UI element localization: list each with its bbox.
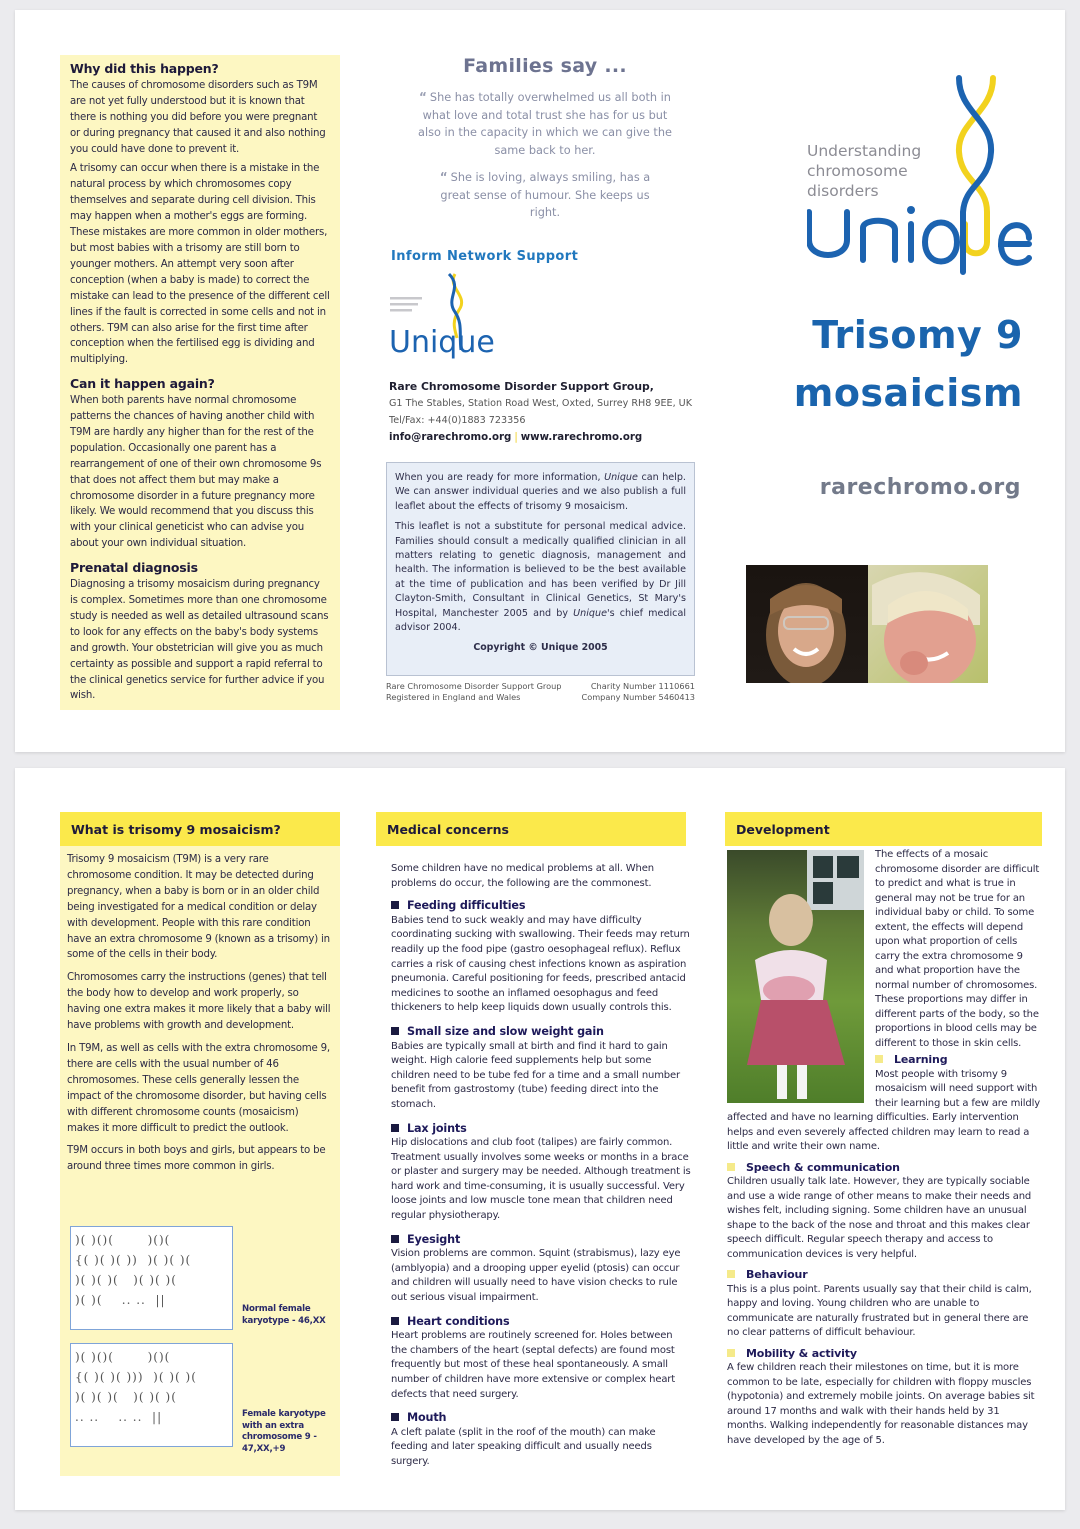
- medical-item-growth: Small size and slow weight gain Babies are typically small at birth and find it hard to gain weight. High calorie feed supplements help but some children need to be tube fed for a time and a small number benefit from gastrostomy (tube) feeding direct into the stomach.: [391, 1024, 680, 1110]
- karyotype-caption-trisomy: Female karyotype with an extra chromosome 9 - 47,XX,+9: [242, 1409, 326, 1454]
- tagline: Inform Network Support: [391, 249, 579, 264]
- quote-text: She has totally overwhelmed us all both in what love and total trust she has for us but also in the capacity in which we can give the same back to her.: [418, 91, 672, 157]
- photo-laughing-child: [868, 565, 988, 683]
- photo-girl-bridesmaid: [727, 850, 864, 1103]
- paragraph: The causes of chromosome disorders such as T9M are not yet fully understood but it is known that there is nothing you did before you were pregnant or during pregnancy that caused it and also nothing you could have done to prevent it.: [70, 79, 326, 155]
- square-bullet-icon: [391, 1413, 399, 1421]
- contact-block: [389, 378, 709, 446]
- heading-prenatal: Prenatal diagnosis: [70, 560, 198, 576]
- paragraph: T9M occurs in both boys and girls, but appears to be around three times more common in girls.: [67, 1145, 326, 1173]
- logo-subtitle-2: chromosome: [807, 162, 908, 180]
- unique-logo-small: [389, 272, 499, 364]
- square-bullet-icon: [727, 1349, 735, 1357]
- letter-n: [863, 221, 895, 260]
- section-header-development: Development: [725, 812, 1042, 846]
- unique-wordmark-small: Unique: [389, 325, 495, 360]
- square-bullet-icon: [391, 901, 399, 909]
- paragraph: Trisomy 9 mosaicism (T9M) is a very rare chromosome condition. It may be detected during pregnancy, when a baby is born or in an older child being investigated for a medical condition or delay with development. People with this rare condition have an extra chromosome 9 (known as a trisomy) in some of the cells in their body.: [67, 854, 330, 961]
- info-paragraph: When you are ready for more information, Unique can help. We can answer individual queries and we also publish a full leaflet about the effects of trisomy 9 mosaicism.: [395, 472, 686, 512]
- square-bullet-icon: [391, 1027, 399, 1035]
- medical-item-heart: Heart conditions Heart problems are routinely screened for. Holes between the chambers of the heart (septal defects) are found most frequently but most of these heal spontaneously. A small number of children have more extensive or complex heart defects that need surgery.: [391, 1314, 676, 1400]
- medical-item-feeding: Feeding difficulties Babies tend to suck weakly and may have difficulty coordinating sucking with swallowing. Their feeds may return readily up the food pipe (gastro oesophageal reflux). Reflux carries a risk of causing chest infections known as aspiration pneumonia. Careful positioning for feeds, prescribed antacid medicines to soothe an inflamed oesophagus and feed thickeners to help keep liquids down usually controls this.: [391, 899, 690, 1014]
- subtitle-lines: [390, 297, 422, 312]
- title-line-2: mosaicism: [793, 371, 1023, 415]
- medical-intro: Some children have no medical problems at all. When problems do occur, the following are the commonest.: [391, 863, 654, 889]
- copyright: Copyright © Unique 2005: [473, 642, 608, 654]
- heading-happen-again: Can it happen again?: [70, 376, 215, 392]
- paragraph: Diagnosing a trisomy mosaicism during pregnancy is complex. Sometimes more than one chromosome study is needed as well as detailed ultrasound scans to look for any effects on the baby's body systems and growth. Your obstetrician will give you as much certainty as possible and support a rapid referral to the clinical genetics service for further advice if you wish.: [70, 579, 329, 702]
- square-bullet-icon: [727, 1163, 735, 1171]
- development-item-learning: Learning Most people with trisomy 9 mosaicism will need support with their learning but a few are mildly affected and have no learning difficulties. Early intervention helps and even severely affected children may learn to read a little and write their own name.: [727, 1053, 1041, 1152]
- square-bullet-icon: [391, 1124, 399, 1132]
- section-header-what-is: What is trisomy 9 mosaicism?: [60, 812, 340, 846]
- address: G1 The Stables, Station Road West, Oxted, Surrey RH8 9EE, UK: [389, 398, 692, 409]
- development-item-speech: Speech & communication Children usually talk late. However, they are typically sociable and use a wide range of other means to make their needs and wishes felt, including signing. Some children have an unusual shape to the back of the nose and throat and this makes clear speech difficult. Regular speech therapy and access to communication devices is very helpful.: [727, 1160, 1032, 1260]
- development-item-behaviour: Behaviour This is a plus point. Parents usually say that their child is calm, happy and loving. Young children who are unable to communicate are naturally frustrated but in general there are no clear patterns of difficult behaviour.: [727, 1268, 1032, 1338]
- square-bullet-icon: [391, 1235, 399, 1243]
- leaflet-title: [794, 306, 1023, 422]
- letter-U: [809, 212, 847, 255]
- letter-e: [1001, 225, 1029, 263]
- families-say-section: [390, 55, 700, 232]
- paragraph: A trisomy can occur when there is a mistake in the natural process by which chromosomes copy themselves and separate during cell division. This may happen when a mother's eggs are forming. These mistakes are more common in older mothers, but most babies with a trisomy are still born to younger mothers. An attempt very soon after conception (when a baby is made) to correct the mistake can lead to the presence of the different cell lines if the fault is corrected in some cells and not in others. T9M can also arise for the first time after conception when the fertilised egg is dividing and multiplying.: [70, 163, 330, 366]
- karyotype-image-trisomy: )( )()( )()( {( )( )( ))) )( )( )( )( )( )( )( )( )( .. .. .. .. ||: [70, 1343, 233, 1447]
- quote-mark-icon: “: [419, 90, 427, 104]
- quote-mark-icon: “: [439, 170, 448, 184]
- development-intro: The effects of a mosaic chromosome disorder are difficult to predict and what is true in general may not be true for an individual baby or child. To some extent, the effects will depend upon what proportion of cells carry the extra chromosome 9 and what proportion have the normal number of chromosomes. These proportions may differ in different parts of the body, so the proportions in blood cells may be different to those in skin cells.: [875, 849, 1040, 1049]
- families-heading: Families say ...: [463, 55, 627, 77]
- letter-q: [925, 223, 957, 262]
- quote-text: She is loving, always smiling, has a great sense of humour. She keeps us right.: [440, 171, 651, 219]
- development-column: [727, 848, 1042, 1454]
- separator: |: [514, 432, 518, 443]
- footnote-left: Rare Chromosome Disorder Support Group Registered in England and Wales: [386, 681, 562, 702]
- paragraph: When both parents have normal chromosome patterns the chances of having another child with T9M are hardly any higher than for the rest of the population. Occasionally one parent has a rearrangement of one of their own chromosome 9s that does not affect them but may make a chromosome disorder in a future pregnancy more likely. We would recommend that you discuss this with your clinical geneticist who can advise you about your own individual situation.: [70, 395, 322, 550]
- unique-logo: [807, 72, 1032, 280]
- medical-item-eyesight: Eyesight Vision problems are common. Squint (strabismus), lazy eye (amblyopia) and a drooping upper eyelid (ptosis) can occur and children will usually need to have vision checks to rule out serious visual impairment.: [391, 1232, 681, 1304]
- logo-subtitle-1: Understanding: [807, 142, 922, 160]
- medical-concerns-column: [391, 862, 691, 1479]
- title-line-1: Trisomy 9: [812, 313, 1023, 357]
- medical-item-joints: Lax joints Hip dislocations and club foot (talipes) are fairly common. Treatment usually involves some weeks or months in a brace or plaster and surgery may be needed. Although treatment is hard work and time-consuming, it is usually successful. Very loose joints and low muscle tone mean that children need regular physiotherapy.: [391, 1121, 691, 1222]
- paragraph: Chromosomes carry the instructions (genes) that tell the body how to develop and work properly, so having one extra makes it more likely that a baby will have problems with growth and development.: [67, 972, 331, 1032]
- contact-links: [389, 429, 709, 446]
- disclaimer-paragraph: This leaflet is not a substitute for personal medical advice. Families should consult a medically qualified clinician in all matters relating to genetic diagnosis, management and health. The information is believed to be the best available at the time of publication and has been verified by Dr Jill Clayton-Smith, Consultant in Clinical Genetics, St Mary's Hospital, Manchester 2005 and by Unique's chief medical advisor 2004.: [395, 521, 687, 634]
- development-item-mobility: Mobility & activity A few children reach their milestones on time, but it is more common to be late, especially for children with floppy muscles (hypotonia) and extremely mobile joints. On average babies sit around 17 months and walk with their hands held by 31 months. Walking independently for reasonable distances may have developed by the age of 5.: [727, 1346, 1035, 1446]
- website-link[interactable]: www.rarechromo.org: [520, 432, 643, 443]
- medical-item-mouth: Mouth A cleft palate (split in the roof of the mouth) can make feeding and later speaking difficult and usually needs surgery.: [391, 1411, 656, 1467]
- footnote-right: Charity Number 1110661 Company Number 5460413: [581, 681, 695, 702]
- quote: [425, 169, 665, 222]
- karyotype-image-normal: )( )()( )()( {( )( )( )) )( )( )( )( )( )( )( )( )( )( )( .. .. ||: [70, 1226, 233, 1330]
- square-bullet-icon: [727, 1270, 735, 1278]
- info-box: [386, 462, 695, 676]
- email-link[interactable]: info@rarechromo.org: [389, 432, 512, 443]
- photo-smiling-girl: [746, 565, 868, 683]
- what-is-panel: [60, 846, 340, 1476]
- square-bullet-icon: [391, 1317, 399, 1325]
- faq-panel: [60, 55, 340, 710]
- leaflet-page-outside: [15, 10, 1065, 752]
- heading-why: Why did this happen?: [70, 61, 219, 76]
- karyotype-caption-normal: Normal female karyotype - 46,XX: [242, 1304, 326, 1326]
- website-url[interactable]: rarechromo.org: [819, 475, 1021, 500]
- leaflet-page-inside: [15, 768, 1065, 1510]
- paragraph: In T9M, as well as cells with the extra chromosome 9, there are cells with the usual number of 46 chromosomes. These cells generally lessen the impact of the chromosome disorder, but having cells with different chromosome counts (mosaicism) makes it more difficult to predict the outlook.: [67, 1042, 330, 1134]
- square-bullet-icon: [875, 1055, 883, 1063]
- org-name: Rare Chromosome Disorder Support Group,: [389, 380, 654, 393]
- phone: Tel/Fax: +44(0)1883 723356: [389, 415, 526, 426]
- logo-subtitle-3: disorders: [807, 182, 879, 200]
- quote: [410, 89, 680, 159]
- section-header-medical: Medical concerns: [376, 812, 686, 846]
- registration-footnote: [386, 681, 695, 703]
